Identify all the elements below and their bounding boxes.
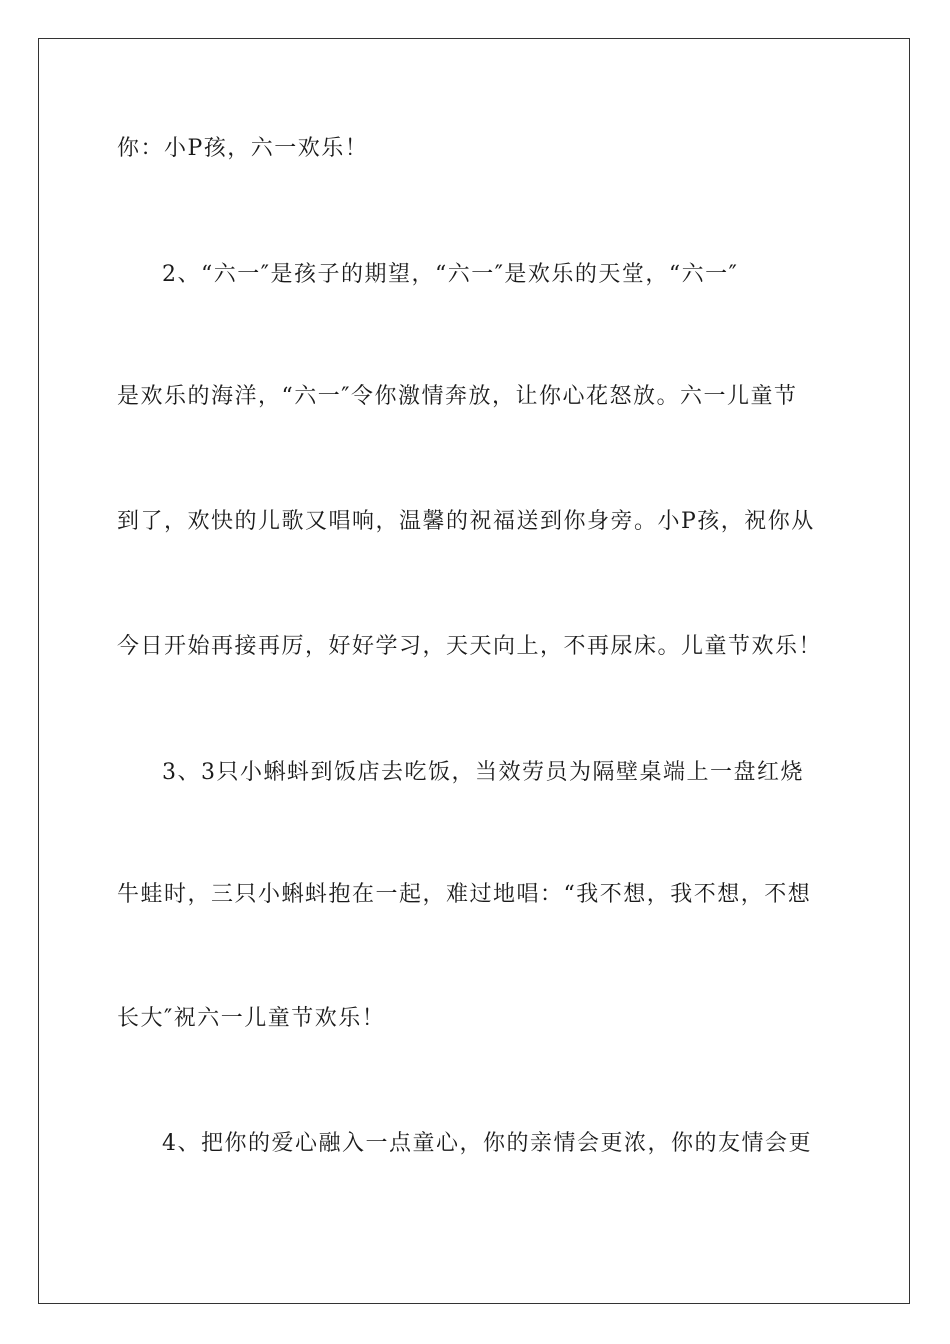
paragraph-start: 4、把你的爱心融入一点童心，你的亲情会更浓，你的友情会更: [162, 1131, 812, 1156]
paragraph-start: 3、3只小蝌蚪到饭店去吃饭，当效劳员为隔壁桌端上一盘红烧: [162, 760, 804, 785]
text-line: 牛蛙时，三只小蝌蚪抱在一起，难过地唱：“我不想，我不想，不想: [117, 882, 812, 907]
text-line: 长大″祝六一儿童节欢乐！: [117, 1006, 386, 1031]
paragraph-start: 2、“六一″是孩子的期望，“六一″是欢乐的天堂，“六一″: [162, 262, 739, 287]
text-line: 是欢乐的海洋，“六一″令你激情奔放，让你心花怒放。六一儿童节: [117, 384, 798, 409]
page-border: [38, 38, 910, 1304]
text-line: 到了，欢快的儿歌又唱响，温馨的祝福送到你身旁。小P孩，祝你从: [117, 509, 815, 534]
text-line: 今日开始再接再厉，好好学习，天天向上，不再尿床。儿童节欢乐！: [117, 634, 823, 659]
text-line: 你：小P孩，六一欢乐！: [117, 136, 369, 161]
